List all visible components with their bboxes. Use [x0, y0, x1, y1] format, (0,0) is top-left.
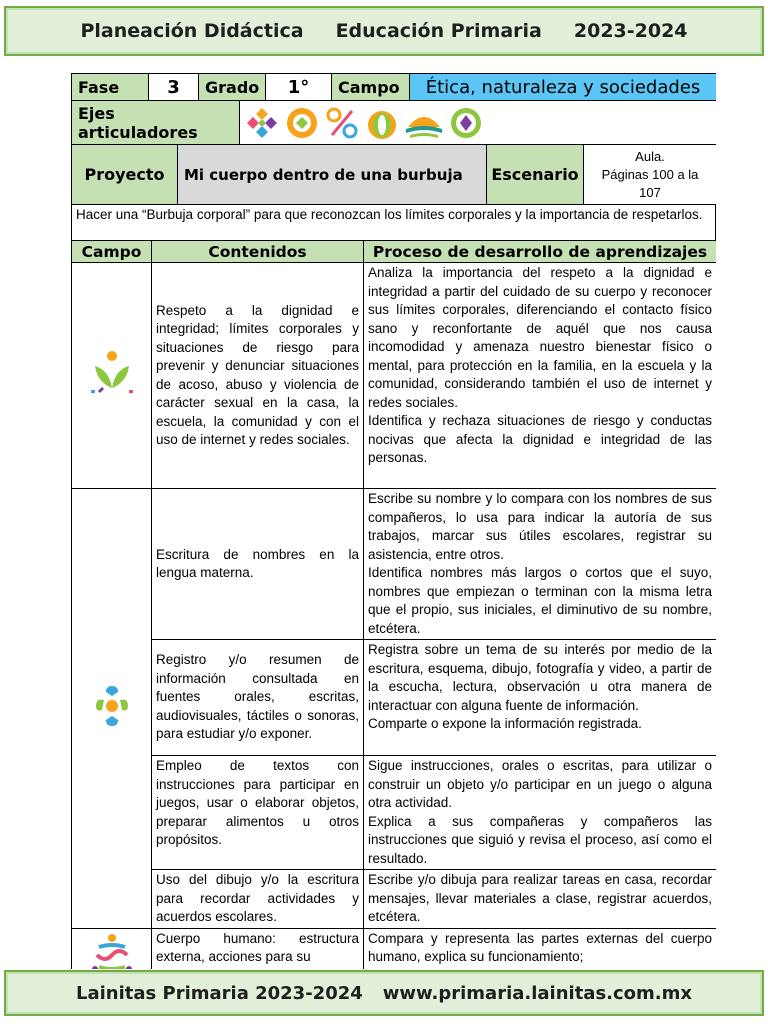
proyecto-label: Proyecto [72, 145, 178, 205]
table-row [72, 489, 717, 640]
healthy-life-icon [404, 105, 444, 141]
escenario-line: Aula. [635, 148, 665, 164]
proceso-paragraph: Escribe su nombre y lo compara con los nombres de sus compañeros, lo usa para indicar la autoría de sus trabajos, marcar sus útiles escolares, registrar su asistencia, entre otros. [368, 491, 712, 562]
escenario-line: 107 [639, 184, 661, 200]
lenguajes-field-icon [92, 682, 132, 730]
field-icon-cell [72, 928, 152, 969]
contenido-cell: Uso del dibujo y/o la escritura para recordar actividades y acuerdos escolares. [152, 870, 364, 929]
proceso-paragraph: Analiza la importancia del respeto a la dignidad e integridad a partir del cuidado de su cuerpo y reconocer sus límites corporales, diferenciando el contacto físico sano y reconfortante de aquél que nos causa incomodidad y amenaza nuestro bienestar físico o mental, para protección en la familia, en la escuela y la comunidad, considerando también el uso de internet y redes sociales. [368, 265, 712, 410]
etica-field-icon [89, 348, 135, 398]
grado-value: 1° [266, 74, 332, 101]
proceso-cell [364, 756, 717, 870]
interculturality-icon [324, 105, 360, 141]
field-icon-cell [72, 263, 152, 489]
contenido-cell: Respeto a la dignidad e integridad; límites corporales y situaciones de riesgo para prevenir y denunciar situaciones de acoso, abuso y violencia de carácter sexual en la casa, la escuela, la comunidad y con el uso de internet y redes sociales. [152, 263, 364, 489]
saberes-field-icon [89, 933, 135, 970]
top-banner [4, 6, 764, 56]
proceso-cell [364, 870, 717, 929]
grado-label: Grado [199, 74, 266, 101]
bottom-banner [4, 970, 764, 1016]
fase-label: Fase [72, 74, 149, 101]
ejes-label: Ejes articuladores [72, 101, 240, 145]
escenario-value [584, 145, 717, 205]
table-row [72, 870, 717, 929]
table-row [72, 640, 717, 756]
table-row [72, 756, 717, 870]
proceso-paragraph: Compara y representa las partes externas del cuerpo humano, explica su funcionamiento; [368, 930, 712, 964]
proceso-paragraph: Registra sobre un tema de su interés por medio de la escritura, esquema, dibujo, fotografía y video, a partir de la escucha, lectura, observación u otra manera de interactuar con alguna fuente de información. [368, 642, 712, 713]
description-table [71, 204, 716, 241]
gender-equality-icon [364, 105, 400, 141]
banner-level: Educación Primaria [335, 20, 542, 42]
col-proceso: Proceso de desarrollo de aprendizajes [364, 241, 717, 263]
col-campo: Campo [72, 241, 152, 263]
reading-icon [448, 105, 484, 141]
contenido-cell: Cuerpo humano: estructura externa, acciones para su [152, 928, 364, 969]
campo-label: Campo [332, 74, 410, 101]
planning-sheet [71, 73, 716, 969]
banner-title: Planeación Didáctica [80, 20, 304, 42]
campo-value: Ética, naturaleza y sociedades [410, 74, 717, 101]
ejes-table [71, 100, 716, 145]
proceso-paragraph: Escribe y/o dibuja para realizar tareas en casa, recordar mensajes, llevar materiales a clase, registrar acuerdos, etcétera. [368, 872, 712, 924]
critical-thinking-icon [284, 105, 320, 141]
proceso-cell [364, 928, 717, 969]
proceso-paragraph: Identifica nombres más largos o cortos que el suyo, nombres que empiezan o terminan con la misma letra que el propio, sus iniciales, el diminutivo de su nombre, etcétera. [368, 565, 712, 636]
footer-brand: Lainitas Primaria 2023-2024 [76, 982, 363, 1004]
table-row [72, 263, 717, 489]
contenido-cell: Escritura de nombres en la lengua materna. [152, 489, 364, 640]
header-table [71, 73, 716, 101]
content-table [71, 240, 716, 969]
project-table [71, 144, 716, 205]
banner-year: 2023-2024 [573, 20, 688, 42]
proceso-cell [364, 640, 717, 756]
inclusion-icon [244, 105, 280, 141]
footer-url[interactable]: www.primaria.lainitas.com.mx [382, 982, 692, 1004]
col-contenidos: Contenidos [152, 241, 364, 263]
proceso-cell [364, 263, 717, 489]
contenido-cell: Registro y/o resumen de información consultada en fuentes orales, escritas, audiovisuales, táctiles o sonoras, para estudiar y/o exponer. [152, 640, 364, 756]
proceso-cell [364, 489, 717, 640]
proyecto-value: Mi cuerpo dentro de una burbuja [178, 145, 487, 205]
field-icon-cell [72, 489, 152, 929]
project-description: Hacer una “Burbuja corporal” para que reconozcan los límites corporales y la importancia de respetarlos. [72, 205, 716, 241]
table-row [72, 928, 717, 969]
escenario-label: Escenario [487, 145, 584, 205]
proceso-paragraph: Sigue instrucciones, orales o escritas, para utilizar o construir un objeto y/o participar en un juego o alguna otra actividad. [368, 758, 712, 810]
proceso-paragraph: Explica a sus compañeras y compañeros las instrucciones que siguió y revisa el proceso, así como el resultado. [368, 813, 712, 866]
contenido-cell: Empleo de textos con instrucciones para participar en juegos, usar o elaborar objetos, preparar alimentos u otros propósitos. [152, 756, 364, 870]
fase-value: 3 [149, 74, 199, 101]
escenario-line: Páginas 100 a la [601, 166, 699, 182]
proceso-paragraph: Comparte o expone la información registrada. [368, 716, 642, 731]
ejes-icons [240, 101, 717, 145]
proceso-paragraph: Identifica y rechaza situaciones de riesgo y conductas nocivas que afecta la dignidad e integridad de las personas. [368, 413, 712, 465]
